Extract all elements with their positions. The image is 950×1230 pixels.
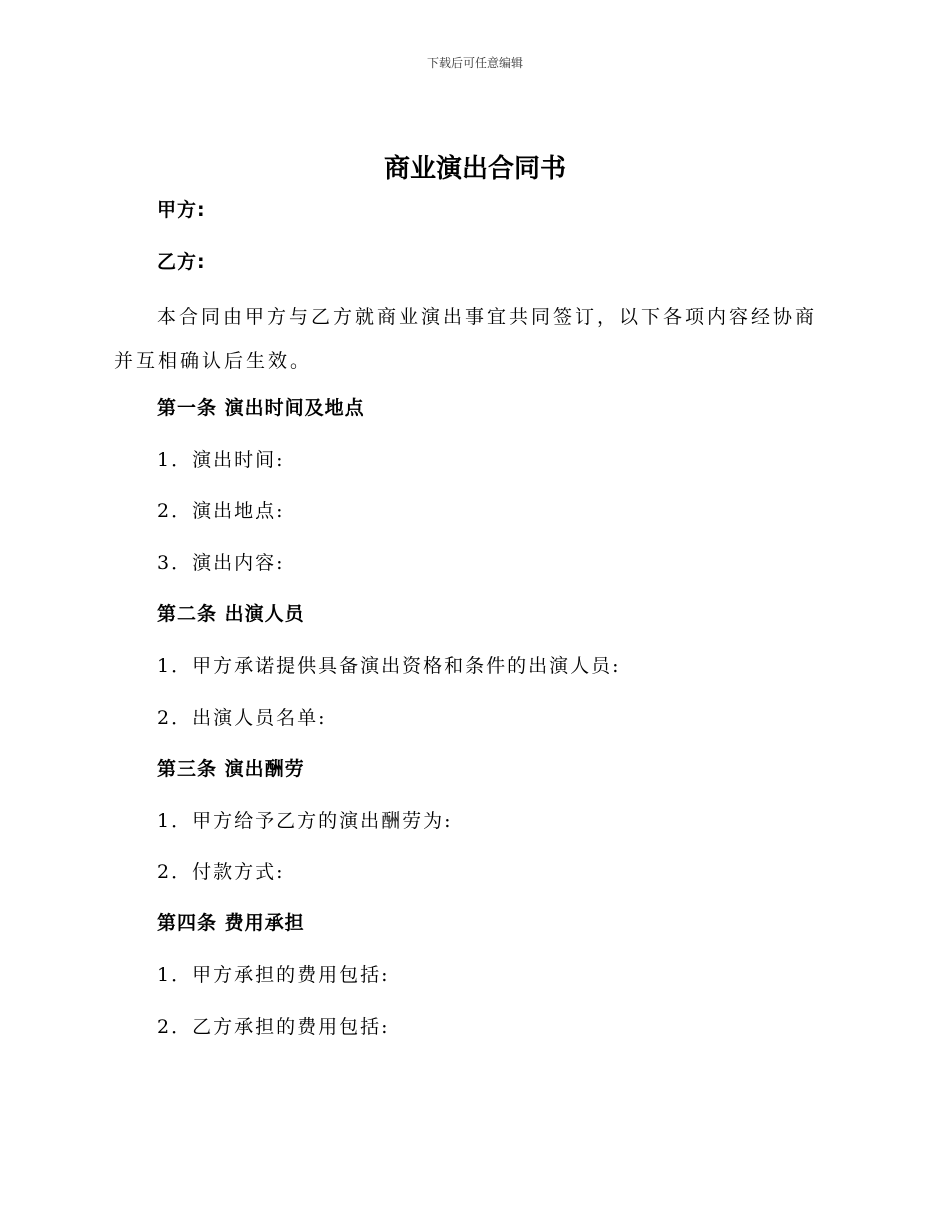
article-1-item-2: 2．演出地点: <box>157 500 285 522</box>
article-2-heading: 第二条 出演人员 <box>157 603 305 625</box>
article-4-item-2: 2．乙方承担的费用包括: <box>157 1016 390 1038</box>
article-3-heading: 第三条 演出酬劳 <box>157 758 305 780</box>
article-3-item-1: 1．甲方给予乙方的演出酬劳为: <box>157 810 453 832</box>
party-a-label: 甲方: <box>157 199 206 221</box>
article-2-item-2: 2．出演人员名单: <box>157 707 327 729</box>
article-1-heading: 第一条 演出时间及地点 <box>157 397 365 419</box>
header-note: 下载后可任意编辑 <box>426 56 523 70</box>
intro-paragraph: 本合同由甲方与乙方就商业演出事宜共同签订，以下各项内容经协商并互相确认后生效。 <box>114 306 818 372</box>
party-b-label: 乙方: <box>157 251 206 273</box>
article-3-item-2: 2．付款方式: <box>157 861 285 883</box>
document-title: 商业演出合同书 <box>383 154 566 184</box>
article-4-item-1: 1．甲方承担的费用包括: <box>157 964 390 986</box>
article-1-item-1: 1．演出时间: <box>157 449 285 471</box>
article-4-heading: 第四条 费用承担 <box>157 912 305 934</box>
article-1-item-3: 3．演出内容: <box>157 552 285 574</box>
article-2-item-1: 1．甲方承诺提供具备演出资格和条件的出演人员: <box>157 655 621 677</box>
